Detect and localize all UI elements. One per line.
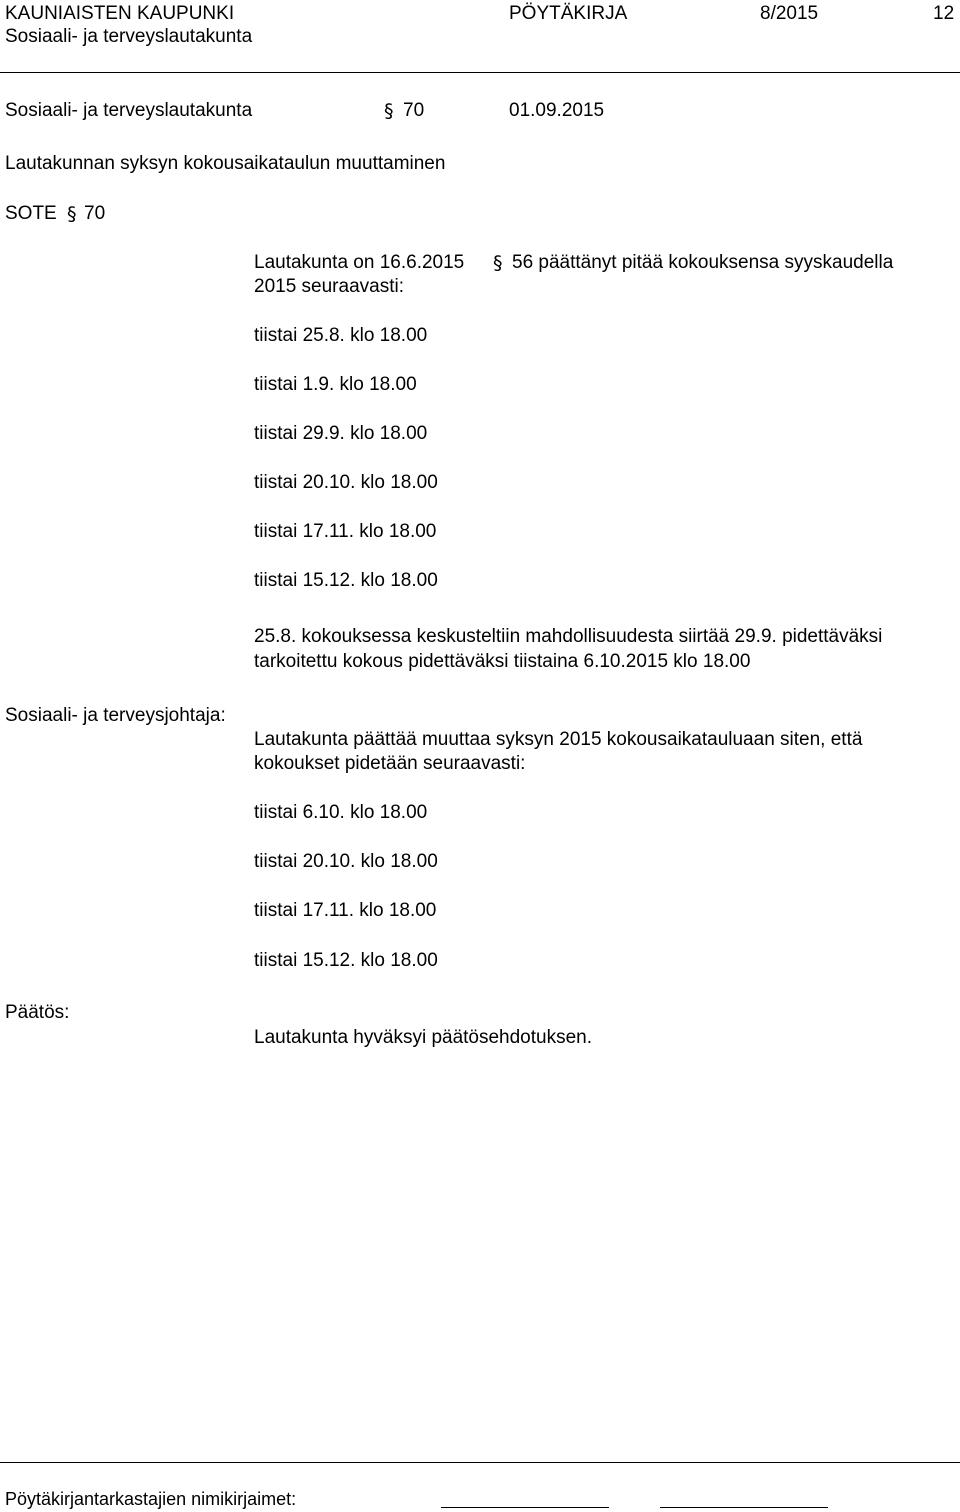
- schedule-item: tiistai 29.9. klo 18.00: [254, 423, 428, 444]
- intro-line1-post: 56 päättänyt pitää kokouksensa syyskaudella: [512, 252, 894, 273]
- header-doc-type: PÖYTÄKIRJA: [509, 3, 628, 24]
- item-title: Lautakunnan syksyn kokousaikataulun muuttaminen: [5, 153, 446, 174]
- decision-text: Lautakunta hyväksyi päätösehdotuksen.: [254, 1027, 593, 1048]
- new-schedule-item: tiistai 15.12. klo 18.00: [254, 950, 438, 971]
- header-page-number: 12: [933, 3, 955, 24]
- schedule-item: tiistai 1.9. klo 18.00: [254, 374, 417, 395]
- proposal-label: Sosiaali- ja terveysjohtaja:: [5, 705, 226, 726]
- meeting-section-number: 70: [403, 100, 425, 121]
- proposal-line2: kokoukset pidetään seuraavasti:: [254, 753, 526, 774]
- header-divider: [0, 72, 960, 73]
- meeting-board: Sosiaali- ja terveyslautakunta: [5, 100, 253, 121]
- header-doc-number: 8/2015: [760, 3, 819, 24]
- intro-line1-pre: Lautakunta on 16.6.2015: [254, 252, 465, 273]
- note-line2: tarkoitettu kokous pidettäväksi tiistaina 6.10.2015 klo 18.00: [254, 651, 751, 672]
- decision-label: Päätös:: [5, 1002, 70, 1023]
- initials-line-1: [441, 1507, 609, 1508]
- new-schedule-item: tiistai 17.11. klo 18.00: [254, 900, 437, 921]
- intro-line2: 2015 seuraavasti:: [254, 276, 404, 297]
- footer-initials-label: Pöytäkirjantarkastajien nimikirjaimet:: [5, 1489, 297, 1509]
- proposal-line1: Lautakunta päättää muuttaa syksyn 2015 kokousaikatauluaan siten, että: [254, 729, 863, 750]
- schedule-item: tiistai 15.12. klo 18.00: [254, 570, 438, 591]
- schedule-item: tiistai 17.11. klo 18.00: [254, 521, 437, 542]
- meeting-date: 01.09.2015: [509, 100, 605, 121]
- section-symbol: §: [384, 100, 394, 122]
- ref-label: SOTE: [5, 203, 57, 224]
- header-board: Sosiaali- ja terveyslautakunta: [5, 26, 253, 47]
- new-schedule-item: tiistai 20.10. klo 18.00: [254, 851, 438, 872]
- footer-divider: [0, 1462, 960, 1463]
- intro-section-symbol: §: [493, 252, 503, 274]
- schedule-item: tiistai 20.10. klo 18.00: [254, 472, 438, 493]
- schedule-item: tiistai 25.8. klo 18.00: [254, 325, 428, 346]
- ref-number: 70: [84, 203, 106, 224]
- new-schedule-item: tiistai 6.10. klo 18.00: [254, 802, 428, 823]
- note-line1: 25.8. kokouksessa keskusteltiin mahdollisuudesta siirtää 29.9. pidettäväksi: [254, 626, 883, 647]
- header-org: KAUNIAISTEN KAUPUNKI: [5, 3, 235, 24]
- ref-section-symbol: §: [67, 203, 77, 225]
- initials-line-2: [660, 1507, 828, 1508]
